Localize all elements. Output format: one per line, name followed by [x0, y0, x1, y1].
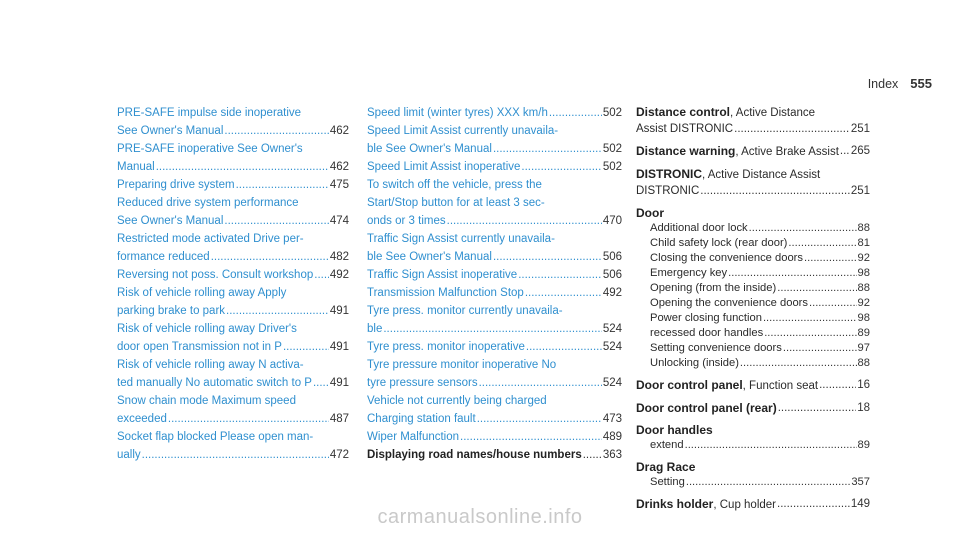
index-line[interactable] [367, 230, 622, 248]
index-line[interactable] [367, 338, 622, 356]
index-line[interactable] [117, 194, 349, 212]
index-text: Power closing function [650, 312, 762, 324]
index-text: Wiper Malfunction [367, 431, 460, 443]
index-line[interactable] [636, 400, 870, 416]
index-page: 98 [857, 312, 870, 324]
index-subline[interactable] [636, 341, 870, 356]
index-page: 89 [857, 327, 870, 339]
index-text: Additional door lock [650, 222, 748, 234]
index-page: 475 [329, 179, 349, 191]
index-line[interactable] [117, 266, 349, 284]
index-text: onds or 3 times [367, 215, 446, 227]
index-line[interactable] [367, 266, 622, 284]
page-number: 555 [910, 76, 932, 91]
index-page: 81 [857, 237, 870, 249]
index-line[interactable] [367, 122, 622, 140]
index-line[interactable] [367, 356, 622, 374]
index-page: 89 [857, 439, 870, 451]
index-text: ble See Owner's Manual [367, 143, 492, 155]
leader-dots [804, 251, 857, 266]
index-line[interactable] [367, 104, 622, 122]
index-line[interactable] [367, 320, 622, 338]
index-line[interactable] [117, 104, 349, 122]
index-subline[interactable] [636, 356, 870, 371]
index-page: 502 [602, 161, 622, 173]
index-text: Reversing not poss. Consult workshop [117, 269, 314, 281]
watermark: carmanualsonline.info [377, 506, 583, 528]
index-text: Vehicle not currently being charged [367, 395, 547, 407]
leader-dots [493, 140, 602, 158]
index-text: ted manually No automatic switch to P [117, 377, 312, 389]
index-line[interactable] [367, 212, 622, 230]
index-text: ble [367, 323, 383, 335]
index-heading: DISTRONIC [636, 167, 702, 181]
leader-dots [749, 221, 857, 236]
index-page: 472 [329, 449, 349, 461]
leader-dots [224, 212, 328, 230]
index-page: 482 [329, 251, 349, 263]
index-page: 88 [857, 282, 870, 294]
index-text: door open Transmission not in P [117, 341, 282, 353]
leader-dots [314, 266, 329, 284]
leader-dots [734, 121, 850, 137]
index-line[interactable] [117, 320, 349, 338]
index-text: recessed door handles [650, 327, 764, 339]
leader-dots [700, 183, 850, 199]
index-page: 506 [602, 269, 622, 281]
index-line[interactable] [367, 140, 622, 158]
index-text: Socket flap blocked Please open man- [117, 431, 314, 443]
leader-dots [477, 410, 602, 428]
index-column-3 [636, 104, 870, 513]
index-page: 492 [602, 287, 622, 299]
leader-dots [168, 410, 329, 428]
index-heading: Door control panel [636, 378, 743, 392]
index-page: 524 [602, 377, 622, 389]
index-line[interactable] [117, 158, 349, 176]
index-subline[interactable] [636, 266, 870, 281]
index-subline[interactable] [636, 296, 870, 311]
leader-dots [211, 248, 329, 266]
index-page: 251 [850, 185, 870, 197]
index-page: 16 [857, 379, 870, 391]
index-page: 92 [857, 252, 870, 264]
page-header [868, 76, 932, 91]
index-text: Reduced drive system performance [117, 197, 299, 209]
leader-dots [740, 356, 857, 371]
index-subline[interactable] [636, 326, 870, 341]
index-text: , Active Distance [730, 107, 816, 119]
index-subline[interactable] [636, 236, 870, 251]
index-line[interactable] [636, 166, 870, 183]
leader-dots [156, 158, 329, 176]
leader-dots [226, 302, 329, 320]
index-text: , Active Distance Assist [702, 169, 821, 181]
index-text: Tyre press. monitor inoperative [367, 341, 525, 353]
section-label: Index [867, 77, 899, 91]
index-heading: Drag Race [636, 460, 696, 474]
index-line[interactable] [636, 205, 870, 221]
index-line[interactable] [117, 122, 349, 140]
index-page: 524 [602, 341, 622, 353]
index-column-2 [367, 104, 622, 464]
index-page: 462 [329, 161, 349, 173]
index-page: 489 [602, 431, 622, 443]
index-line[interactable] [367, 446, 622, 464]
index-subline[interactable] [636, 311, 870, 326]
leader-dots [783, 341, 857, 356]
index-heading: Door [636, 206, 664, 220]
index-line[interactable] [117, 410, 349, 428]
index-line[interactable] [636, 143, 870, 160]
index-text: Restricted mode activated Drive per- [117, 233, 304, 245]
index-line[interactable] [636, 377, 870, 394]
index-text: Traffic Sign Assist inoperative [367, 269, 518, 281]
index-text: See Owner's Manual [117, 215, 224, 227]
leader-dots [479, 374, 602, 392]
index-line[interactable] [367, 194, 622, 212]
index-text: Snow chain mode Maximum speed [117, 395, 296, 407]
index-text: Speed Limit Assist currently unavaila- [367, 125, 559, 137]
index-heading: Drinks holder [636, 497, 714, 511]
index-text: Risk of vehicle rolling away Apply [117, 287, 287, 299]
index-page: 97 [857, 342, 870, 354]
leader-dots [819, 377, 856, 394]
index-line[interactable] [117, 212, 349, 230]
index-heading: Door handles [636, 423, 713, 437]
index-text: To switch off the vehicle, press the [367, 179, 542, 191]
index-line[interactable] [367, 410, 622, 428]
leader-dots [283, 338, 329, 356]
index-line[interactable] [117, 140, 349, 158]
index-page: 524 [602, 323, 622, 335]
index-text: Speed limit (winter tyres) XXX km/h [367, 107, 548, 119]
index-line[interactable] [367, 374, 622, 392]
index-text: Setting [650, 476, 685, 488]
index-page: 98 [857, 267, 870, 279]
index-text: Displaying road names/house numbers [367, 449, 582, 461]
index-line[interactable] [117, 230, 349, 248]
leader-dots [521, 158, 601, 176]
index-page: 491 [329, 341, 349, 353]
leader-dots [460, 428, 602, 446]
index-line[interactable] [117, 428, 349, 446]
index-text: Opening the convenience doors [650, 297, 808, 309]
index-text: , Active Brake Assist [735, 146, 839, 158]
index-text: PRE-SAFE inoperative See Owner's [117, 143, 303, 155]
index-page: 88 [857, 357, 870, 369]
index-text: Speed Limit Assist inoperative [367, 161, 521, 173]
leader-dots [840, 143, 850, 160]
index-text: formance reduced [117, 251, 210, 263]
index-text: parking brake to park [117, 305, 226, 317]
index-text: Charging station fault [367, 413, 476, 425]
index-page: 363 [602, 449, 622, 461]
index-subline[interactable] [636, 221, 870, 236]
index-text: Setting convenience doors [650, 342, 782, 354]
index-text: Traffic Sign Assist currently unavaila- [367, 233, 555, 245]
index-text: ble See Owner's Manual [367, 251, 492, 263]
leader-dots [236, 176, 329, 194]
index-page: 473 [602, 413, 622, 425]
index-text: PRE-SAFE impulse side inoperative [117, 107, 302, 119]
index-line[interactable] [117, 356, 349, 374]
index-line[interactable] [117, 284, 349, 302]
index-page: 149 [850, 498, 870, 510]
index-page: 265 [850, 145, 870, 157]
index-text: exceeded [117, 413, 167, 425]
index-heading: Distance warning [636, 144, 736, 158]
index-subline[interactable] [636, 281, 870, 296]
index-subline[interactable] [636, 438, 870, 453]
index-line[interactable] [636, 104, 870, 121]
leader-dots [526, 338, 602, 356]
index-line[interactable] [636, 183, 870, 199]
index-line[interactable] [117, 176, 349, 194]
leader-dots [142, 446, 329, 464]
index-page: 491 [329, 305, 349, 317]
leader-dots [809, 296, 857, 311]
leader-dots [224, 122, 328, 140]
index-page: 251 [850, 123, 870, 135]
index-line[interactable] [367, 302, 622, 320]
index-line[interactable] [367, 158, 622, 176]
index-text: , Function seat [742, 380, 819, 392]
index-line[interactable] [636, 422, 870, 438]
index-text: Risk of vehicle rolling away Driver's [117, 323, 297, 335]
index-column-1 [117, 104, 349, 464]
index-page: 474 [329, 215, 349, 227]
index-line[interactable] [636, 459, 870, 475]
index-line[interactable] [367, 176, 622, 194]
index-page: 491 [329, 377, 349, 389]
leader-dots [383, 320, 601, 338]
index-text: Tyre pressure monitor inoperative No [367, 359, 557, 371]
index-text: Transmission Malfunction Stop [367, 287, 524, 299]
index-line[interactable] [117, 338, 349, 356]
index-subline[interactable] [636, 475, 870, 490]
leader-dots [686, 475, 850, 490]
leader-dots [685, 438, 857, 453]
index-page: 18 [857, 402, 870, 414]
leader-dots [493, 248, 602, 266]
index-text: Closing the convenience doors [650, 252, 803, 264]
index-page: 506 [602, 251, 622, 263]
leader-dots [763, 311, 857, 326]
index-page: 470 [602, 215, 622, 227]
index-line[interactable] [367, 428, 622, 446]
index-text: Emergency key [650, 267, 728, 279]
index-line[interactable] [117, 302, 349, 320]
index-subline[interactable] [636, 251, 870, 266]
leader-dots [764, 326, 856, 341]
index-heading: Door control panel (rear) [636, 401, 777, 415]
index-page: 357 [851, 476, 870, 488]
index-text: Preparing drive system [117, 179, 235, 191]
leader-dots [583, 446, 602, 464]
leader-dots [525, 284, 602, 302]
index-line[interactable] [117, 248, 349, 266]
index-text: Start/Stop button for at least 3 sec- [367, 197, 545, 209]
index-page: 487 [329, 413, 349, 425]
index-page: 88 [857, 222, 870, 234]
index-text: tyre pressure sensors [367, 377, 478, 389]
index-page: 502 [602, 107, 622, 119]
index-text: extend [650, 439, 684, 451]
index-page: 502 [602, 143, 622, 155]
index-line[interactable] [117, 374, 349, 392]
index-text: Tyre press. monitor currently unavaila- [367, 305, 563, 317]
index-page: 92 [857, 297, 870, 309]
index-text: , Cup holder [713, 499, 777, 511]
leader-dots [313, 374, 329, 392]
index-line[interactable] [636, 121, 870, 137]
index-text: Risk of vehicle rolling away N activa- [117, 359, 304, 371]
index-page: 462 [329, 125, 349, 137]
index-text: Manual [117, 161, 155, 173]
index-text: Assist DISTRONIC [636, 123, 734, 135]
index-line[interactable] [367, 248, 622, 266]
index-text: DISTRONIC [636, 185, 700, 197]
index-text: Child safety lock (rear door) [650, 237, 788, 249]
index-text: Opening (from the inside) [650, 282, 777, 294]
index-line[interactable] [367, 284, 622, 302]
leader-dots [728, 266, 856, 281]
leader-dots [447, 212, 602, 230]
index-text: ually [117, 449, 141, 461]
leader-dots [778, 400, 857, 416]
index-line[interactable] [117, 446, 349, 464]
leader-dots [549, 104, 602, 122]
index-line[interactable] [367, 392, 622, 410]
leader-dots [777, 281, 856, 296]
index-text: See Owner's Manual [117, 125, 224, 137]
index-text: Unlocking (inside) [650, 357, 739, 369]
index-heading: Distance control [636, 105, 731, 119]
index-page: 492 [329, 269, 349, 281]
leader-dots [518, 266, 602, 284]
index-line[interactable] [117, 392, 349, 410]
leader-dots [788, 236, 856, 251]
